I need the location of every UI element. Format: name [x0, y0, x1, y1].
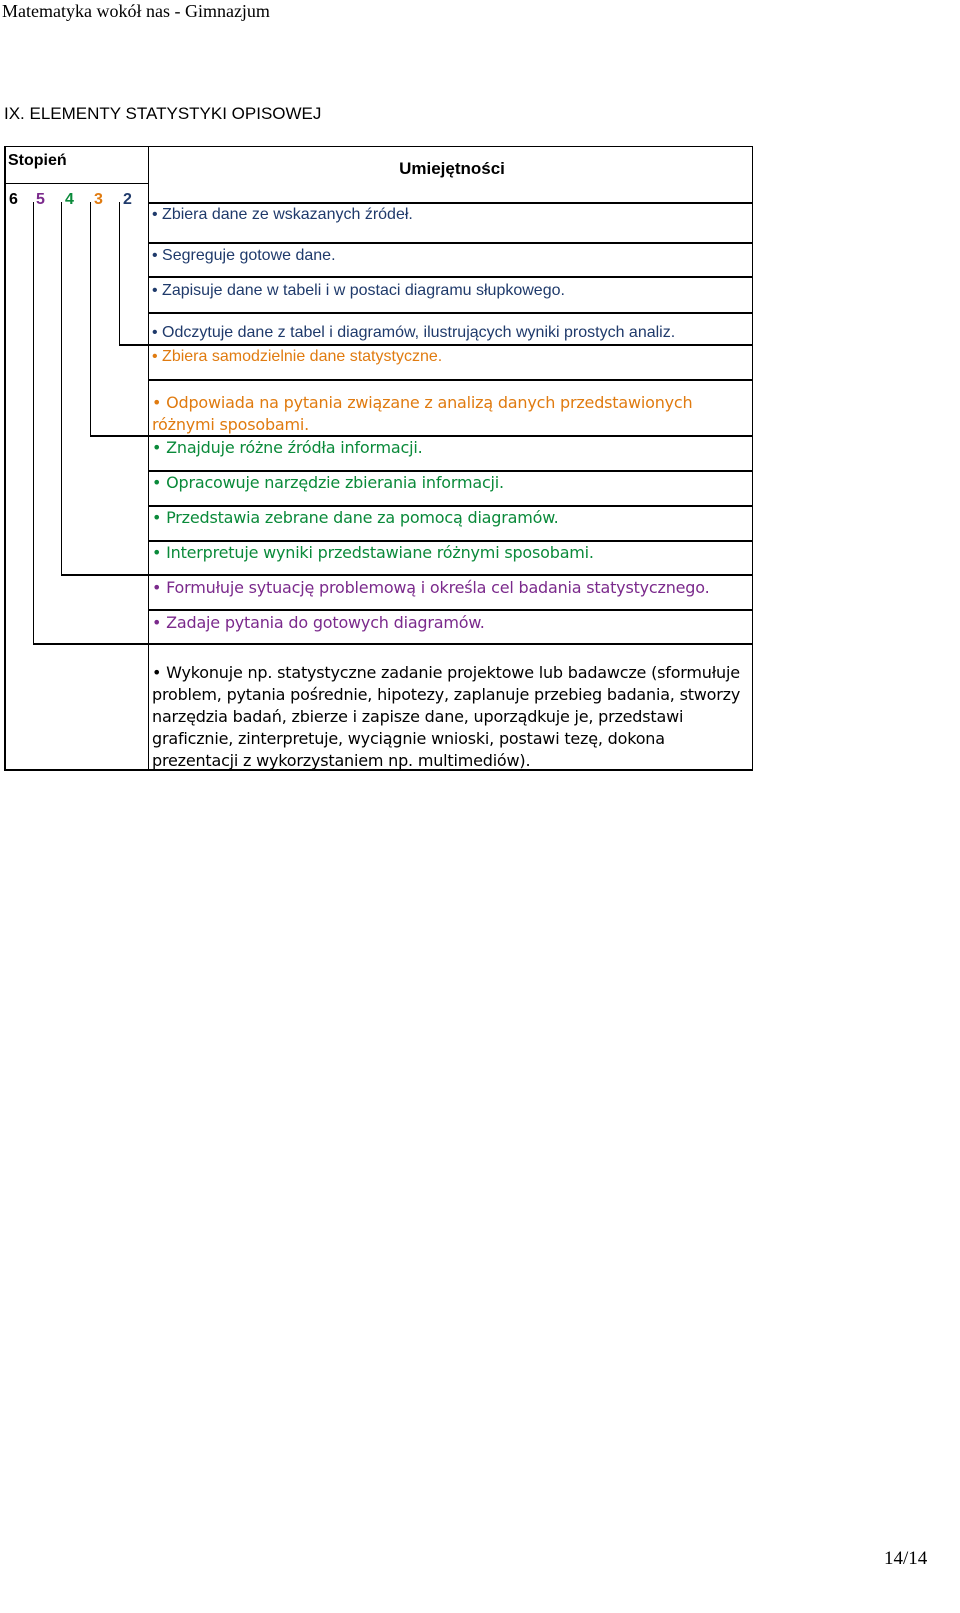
grade-label: 6	[9, 191, 18, 208]
skill-item: • Formułuje sytuację problemową i określa cel badania statystycznego.	[152, 578, 710, 597]
skill-item: • Przedstawia zebrane dane za pomocą diagramów.	[152, 508, 559, 527]
skill-item: • Opracowuje narzędzie zbierania informacji.	[152, 473, 504, 492]
skill-item: • Znajduje różne źródła informacji.	[152, 438, 423, 457]
grade-label: 4	[65, 191, 74, 208]
skill-item: • Zadaje pytania do gotowych diagramów.	[152, 613, 485, 632]
document-header: Matematyka wokół nas - Gimnazjum	[2, 1, 270, 21]
column-header-stopien: Stopień	[8, 152, 67, 169]
skill-item: • Odczytuje dane z tabel i diagramów, ilustrujących wyniki prostych analiz.	[152, 324, 676, 341]
skill-item: • Zbiera samodzielnie dane statystyczne.	[152, 348, 443, 365]
section-title: IX. ELEMENTY STATYSTYKI OPISOWEJ	[4, 104, 322, 123]
skill-item: • Zbiera dane ze wskazanych źródeł.	[152, 206, 413, 223]
skill-item: • Wykonuje np. statystyczne zadanie projektowe lub badawcze (sformułuje problem, pytania pośrednie, hipotezy, zaplanuje przebieg badania, stworzy narzędzia badań, zbierze i zapisze dane, uporządkuje je, przedstawi graficznie, zinterpretuje, wyciągnie wnioski, postawi tezę, dokona prezentacji z wykorzystaniem np. multimediów).	[152, 663, 741, 770]
skill-item: • Interpretuje wyniki przedstawiane różnymi sposobami.	[152, 543, 594, 562]
column-header-umiejetnosci: Umiejętności	[399, 159, 505, 178]
grade-label: 3	[94, 191, 103, 208]
skill-item: • Zapisuje dane w tabeli i w postaci diagramu słupkowego.	[152, 282, 565, 299]
skill-item: • Segreguje gotowe dane.	[152, 247, 336, 264]
grade-label: 5	[36, 191, 45, 208]
grade-label: 2	[123, 191, 132, 208]
page-number: 14/14	[884, 1548, 928, 1569]
skill-item: • Odpowiada na pytania związane z analizą danych przedstawionych różnymi sposobami.	[152, 393, 693, 434]
